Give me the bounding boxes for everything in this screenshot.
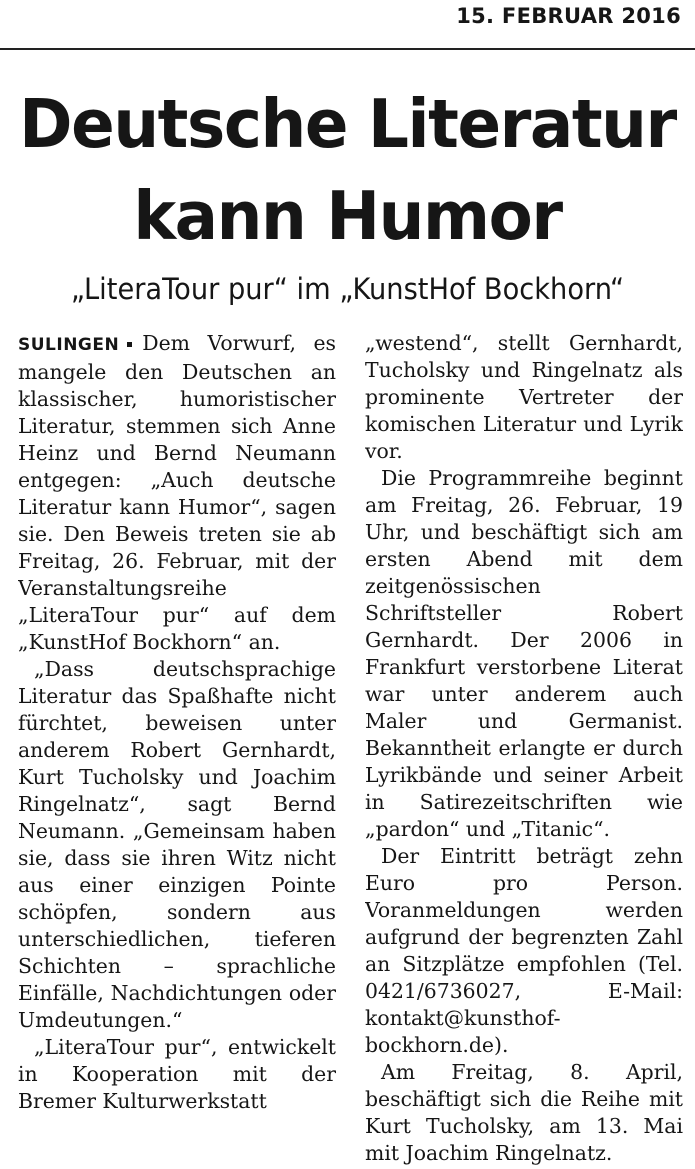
paragraph-4: Die Programmreihe beginnt am Freitag, 26. Februar, 19 Uhr, und beschäftigt sich am ersten Abend mit dem zeitgenössischen Schriftsteller Robert Gernhardt. Der 2006 in Frankfurt verstorbene Literat war unter anderem auch Maler und Germanist. Bekanntheit erlangte er durch Lyrikbände und seiner Arbeit in Satirezeitschriften wie „pardon“ und „Titanic“. [365, 466, 683, 841]
dateline-bullet-icon [127, 342, 132, 347]
header-rule [0, 48, 695, 50]
headline-line-2: kann Humor [133, 177, 562, 255]
paragraph-1 [18, 330, 336, 656]
paragraph-5: Der Eintritt beträgt zehn Euro pro Person. Voranmeldungen werden aufgrund der begrenzten Zahl an Sitzplätze empfohlen (Tel. 0421/6736027, E-Mail: kontakt@kunsthof-bockhorn.de). [365, 844, 683, 1057]
dateline: SULINGEN [18, 335, 120, 355]
headline [14, 78, 681, 262]
headline-line-1: Deutsche Literatur [19, 85, 676, 163]
paragraph-1-text: Dem Vorwurf, es mangele den Deutschen an klassischer, humoristischer Literatur, stemmen sich Anne Heinz und Bernd Neumann entgegen: „Auch deutsche Literatur kann Humor“, sagen sie. Den Beweis treten sie ab Freitag, 26. Februar, mit der Veranstaltungsreihe „LiteraTour pur“ auf dem „KunstHof Bockhorn“ an. [18, 331, 336, 654]
article-column-right [365, 330, 683, 1169]
paragraph-2: „Dass deutschsprachige Literatur das Spaßhafte nicht fürchtet, beweisen unter anderem Robert Gernhardt, Kurt Tucholsky und Joachim Ringelnatz“, sagt Bernd Neumann. „Gemeinsam haben sie, dass sie ihren Witz nicht aus einer einzigen Pointe schöpfen, sondern aus unterschiedlichen, tieferen Schichten – sprachliche Einfälle, Nachdichtungen oder Umdeutungen.“ [18, 657, 336, 1032]
subheadline: „LiteraTour pur“ im „KunstHof Bockhorn“ [70, 272, 625, 306]
paragraph-6: Am Freitag, 8. April, beschäftigt sich die Reihe mit Kurt Tucholsky, am 13. Mai mit Joachim Ringelnatz. [365, 1060, 683, 1165]
paragraph-3-continued: „westend“, stellt Gernhardt, Tucholsky und Ringelnatz als prominente Vertreter der komischen Literatur und Lyrik vor. [365, 331, 683, 463]
paragraph-3-start: „LiteraTour pur“, entwickelt in Kooperation mit der Bremer Kulturwerkstatt [18, 1035, 336, 1113]
issue-date: 15. FEBRUAR 2016 [456, 4, 681, 28]
article-column-left [18, 330, 336, 1115]
